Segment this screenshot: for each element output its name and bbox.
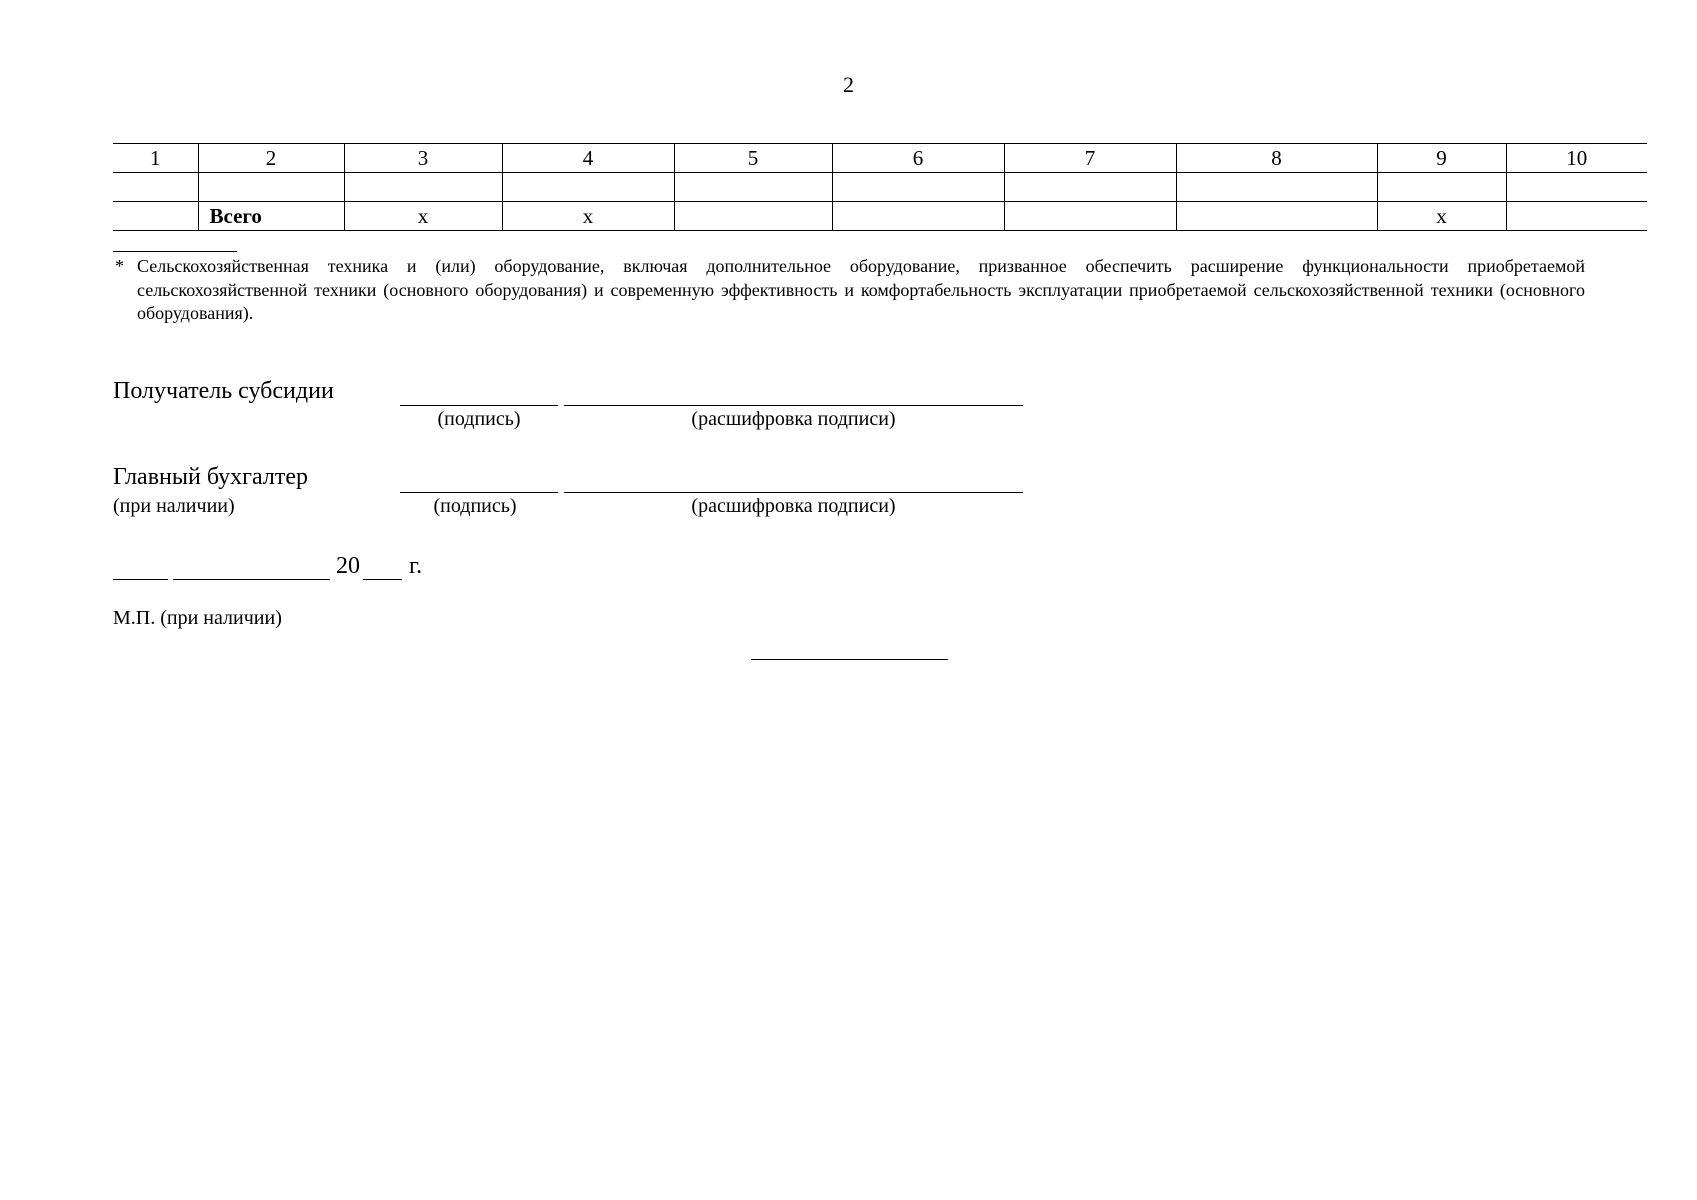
- table-header-cell: 5: [674, 144, 832, 173]
- recipient-label: Получатель субсидии: [113, 378, 334, 404]
- table-cell: [1506, 202, 1647, 231]
- table-cell: х: [344, 202, 502, 231]
- table-total-row: [113, 202, 1647, 231]
- accountant-sublabel: (при наличии): [113, 495, 235, 517]
- document-end-line: [751, 659, 948, 660]
- table-cell: [113, 202, 198, 231]
- recipient-signature-line: [400, 405, 558, 406]
- table-cell: [832, 202, 1004, 231]
- accountant-signature-caption: (подпись): [433, 495, 517, 517]
- table-cell: [113, 173, 198, 202]
- recipient-decode-line: [564, 405, 1023, 406]
- table-cell: [674, 202, 832, 231]
- table-cell: х: [502, 202, 674, 231]
- table-header-cell: 2: [198, 144, 344, 173]
- table-header-cell: 3: [344, 144, 502, 173]
- page-number: 2: [843, 72, 854, 97]
- date-year-line: [363, 579, 402, 580]
- table-header-cell: 9: [1377, 144, 1506, 173]
- table-row: [113, 173, 1647, 202]
- summary-table: [113, 143, 1647, 231]
- table-cell: [674, 173, 832, 202]
- table-cell: [198, 173, 344, 202]
- table-header-row: [113, 144, 1647, 173]
- footnote: [113, 255, 1585, 326]
- table-cell: [1176, 202, 1377, 231]
- date-year-suffix: г.: [409, 553, 423, 579]
- table-header-cell: 4: [502, 144, 674, 173]
- table-header-cell: 6: [832, 144, 1004, 173]
- table-cell: [1004, 173, 1176, 202]
- table-cell: [832, 173, 1004, 202]
- recipient-decode-caption: (расшифровка подписи): [691, 408, 896, 430]
- table-cell: [1506, 173, 1647, 202]
- date-day-line: [113, 579, 168, 580]
- total-label: Всего: [198, 202, 344, 231]
- table-cell: [1176, 173, 1377, 202]
- accountant-decode-line: [564, 492, 1023, 493]
- table-header-cell: 1: [113, 144, 198, 173]
- accountant-signature-line: [400, 492, 558, 493]
- table-cell: х: [1377, 202, 1506, 231]
- date-year-prefix: 20: [336, 553, 360, 579]
- footnote-text: Сельскохозяйственная техника и (или) оборудование, включая дополнительное оборудование, призванное обеспечить расширение функциональности приобретаемой сельскохозяйственной техники (основного оборудования) и современную эффективность и комфортабельность эксплуатации приобретаемой сельскохозяйственной техники (основного оборудования).: [137, 256, 1585, 323]
- accountant-decode-caption: (расшифровка подписи): [691, 495, 896, 517]
- table-header-cell: 10: [1506, 144, 1647, 173]
- stamp-label: М.П. (при наличии): [113, 607, 282, 629]
- table-cell: [1377, 173, 1506, 202]
- table-header-cell: 7: [1004, 144, 1176, 173]
- table-header-cell: 8: [1176, 144, 1377, 173]
- footnote-separator: [113, 251, 237, 252]
- table-cell: [344, 173, 502, 202]
- table-cell: [1004, 202, 1176, 231]
- footnote-mark: *: [115, 256, 124, 276]
- recipient-signature-caption: (подпись): [437, 408, 521, 430]
- date-month-line: [173, 579, 330, 580]
- table-cell: [502, 173, 674, 202]
- accountant-label: Главный бухгалтер: [113, 464, 308, 490]
